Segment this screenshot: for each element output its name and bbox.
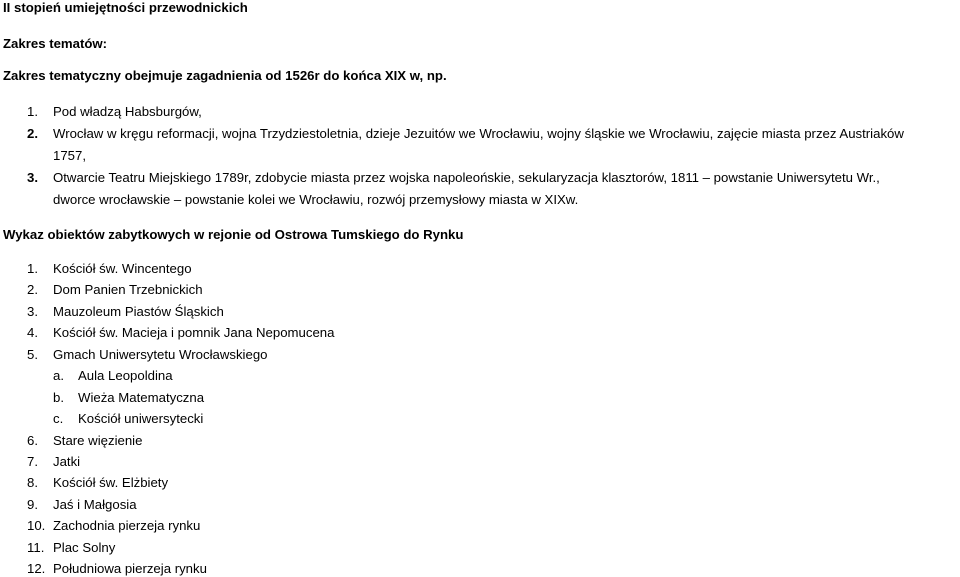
list-item: Południowa pierzeja rynku xyxy=(53,561,207,576)
list-item: Mauzoleum Piastów Śląskich xyxy=(53,304,224,319)
list-item-number: 11. xyxy=(27,540,45,555)
list-item: Jaś i Małgosia xyxy=(53,497,137,512)
list-item-number: 3. xyxy=(27,304,38,319)
list-item: Kościół św. Elżbiety xyxy=(53,475,169,490)
topic-number: 3. xyxy=(27,170,38,185)
list-item-number: 1. xyxy=(27,261,38,276)
sublist-item: Wieża Matematyczna xyxy=(78,390,205,405)
topic-number: 1. xyxy=(27,104,38,119)
topic-line: Otwarcie Teatru Miejskiego 1789r, zdobycie miasta przez wojska napoleońskie, sekularyzacja klasztorów, 1811 – powstanie Uniwersytetu Wr., xyxy=(53,170,880,185)
document-title: II stopień umiejętności przewodnickich xyxy=(3,0,248,15)
list-item-number: 12. xyxy=(27,561,46,576)
list-heading: Wykaz obiektów zabytkowych w rejonie od Ostrowa Tumskiego do Rynku xyxy=(3,227,464,242)
sublist-item-letter: b. xyxy=(53,390,64,405)
topic-number: 2. xyxy=(27,126,38,141)
sublist-item: Aula Leopoldina xyxy=(78,368,173,383)
scope-text: Zakres tematyczny obejmuje zagadnienia od 1526r do końca XIX w, np. xyxy=(3,68,447,83)
sublist-item-letter: c. xyxy=(53,411,64,426)
topic-line: 1757, xyxy=(53,148,87,163)
list-item-number: 10. xyxy=(27,518,46,533)
list-item: Kościół św. Wincentego xyxy=(53,261,192,276)
list-item: Plac Solny xyxy=(53,540,116,555)
topic-line: dworce wrocławskie – powstanie kolei we Wrocławiu, rozwój przemysłowy miasta w XIXw. xyxy=(53,192,579,207)
topic-line: Pod władzą Habsburgów, xyxy=(53,104,202,119)
list-item: Gmach Uniwersytetu Wrocławskiego xyxy=(53,347,268,362)
list-item-number: 6. xyxy=(27,433,38,448)
list-item: Jatki xyxy=(53,454,81,469)
list-item: Zachodnia pierzeja rynku xyxy=(53,518,201,533)
list-item-number: 8. xyxy=(27,475,38,490)
list-item-number: 7. xyxy=(27,454,38,469)
list-item-number: 4. xyxy=(27,325,38,340)
list-item: Stare więzienie xyxy=(53,433,143,448)
sublist-item-letter: a. xyxy=(53,368,64,383)
list-item-number: 9. xyxy=(27,497,38,512)
topic-line: Wrocław w kręgu reformacji, wojna Trzydziestoletnia, dzieje Jezuitów we Wrocławiu, wojny śląskie we Wrocławiu, zajęcie miasta przez Austriaków xyxy=(53,126,904,141)
sublist-item: Kościół uniwersytecki xyxy=(78,411,204,426)
scope-heading: Zakres tematów: xyxy=(3,36,108,51)
list-item-number: 2. xyxy=(27,282,38,297)
list-item: Kościół św. Macieja i pomnik Jana Nepomucena xyxy=(53,325,335,340)
list-item: Dom Panien Trzebnickich xyxy=(53,282,203,297)
list-item-number: 5. xyxy=(27,347,38,362)
